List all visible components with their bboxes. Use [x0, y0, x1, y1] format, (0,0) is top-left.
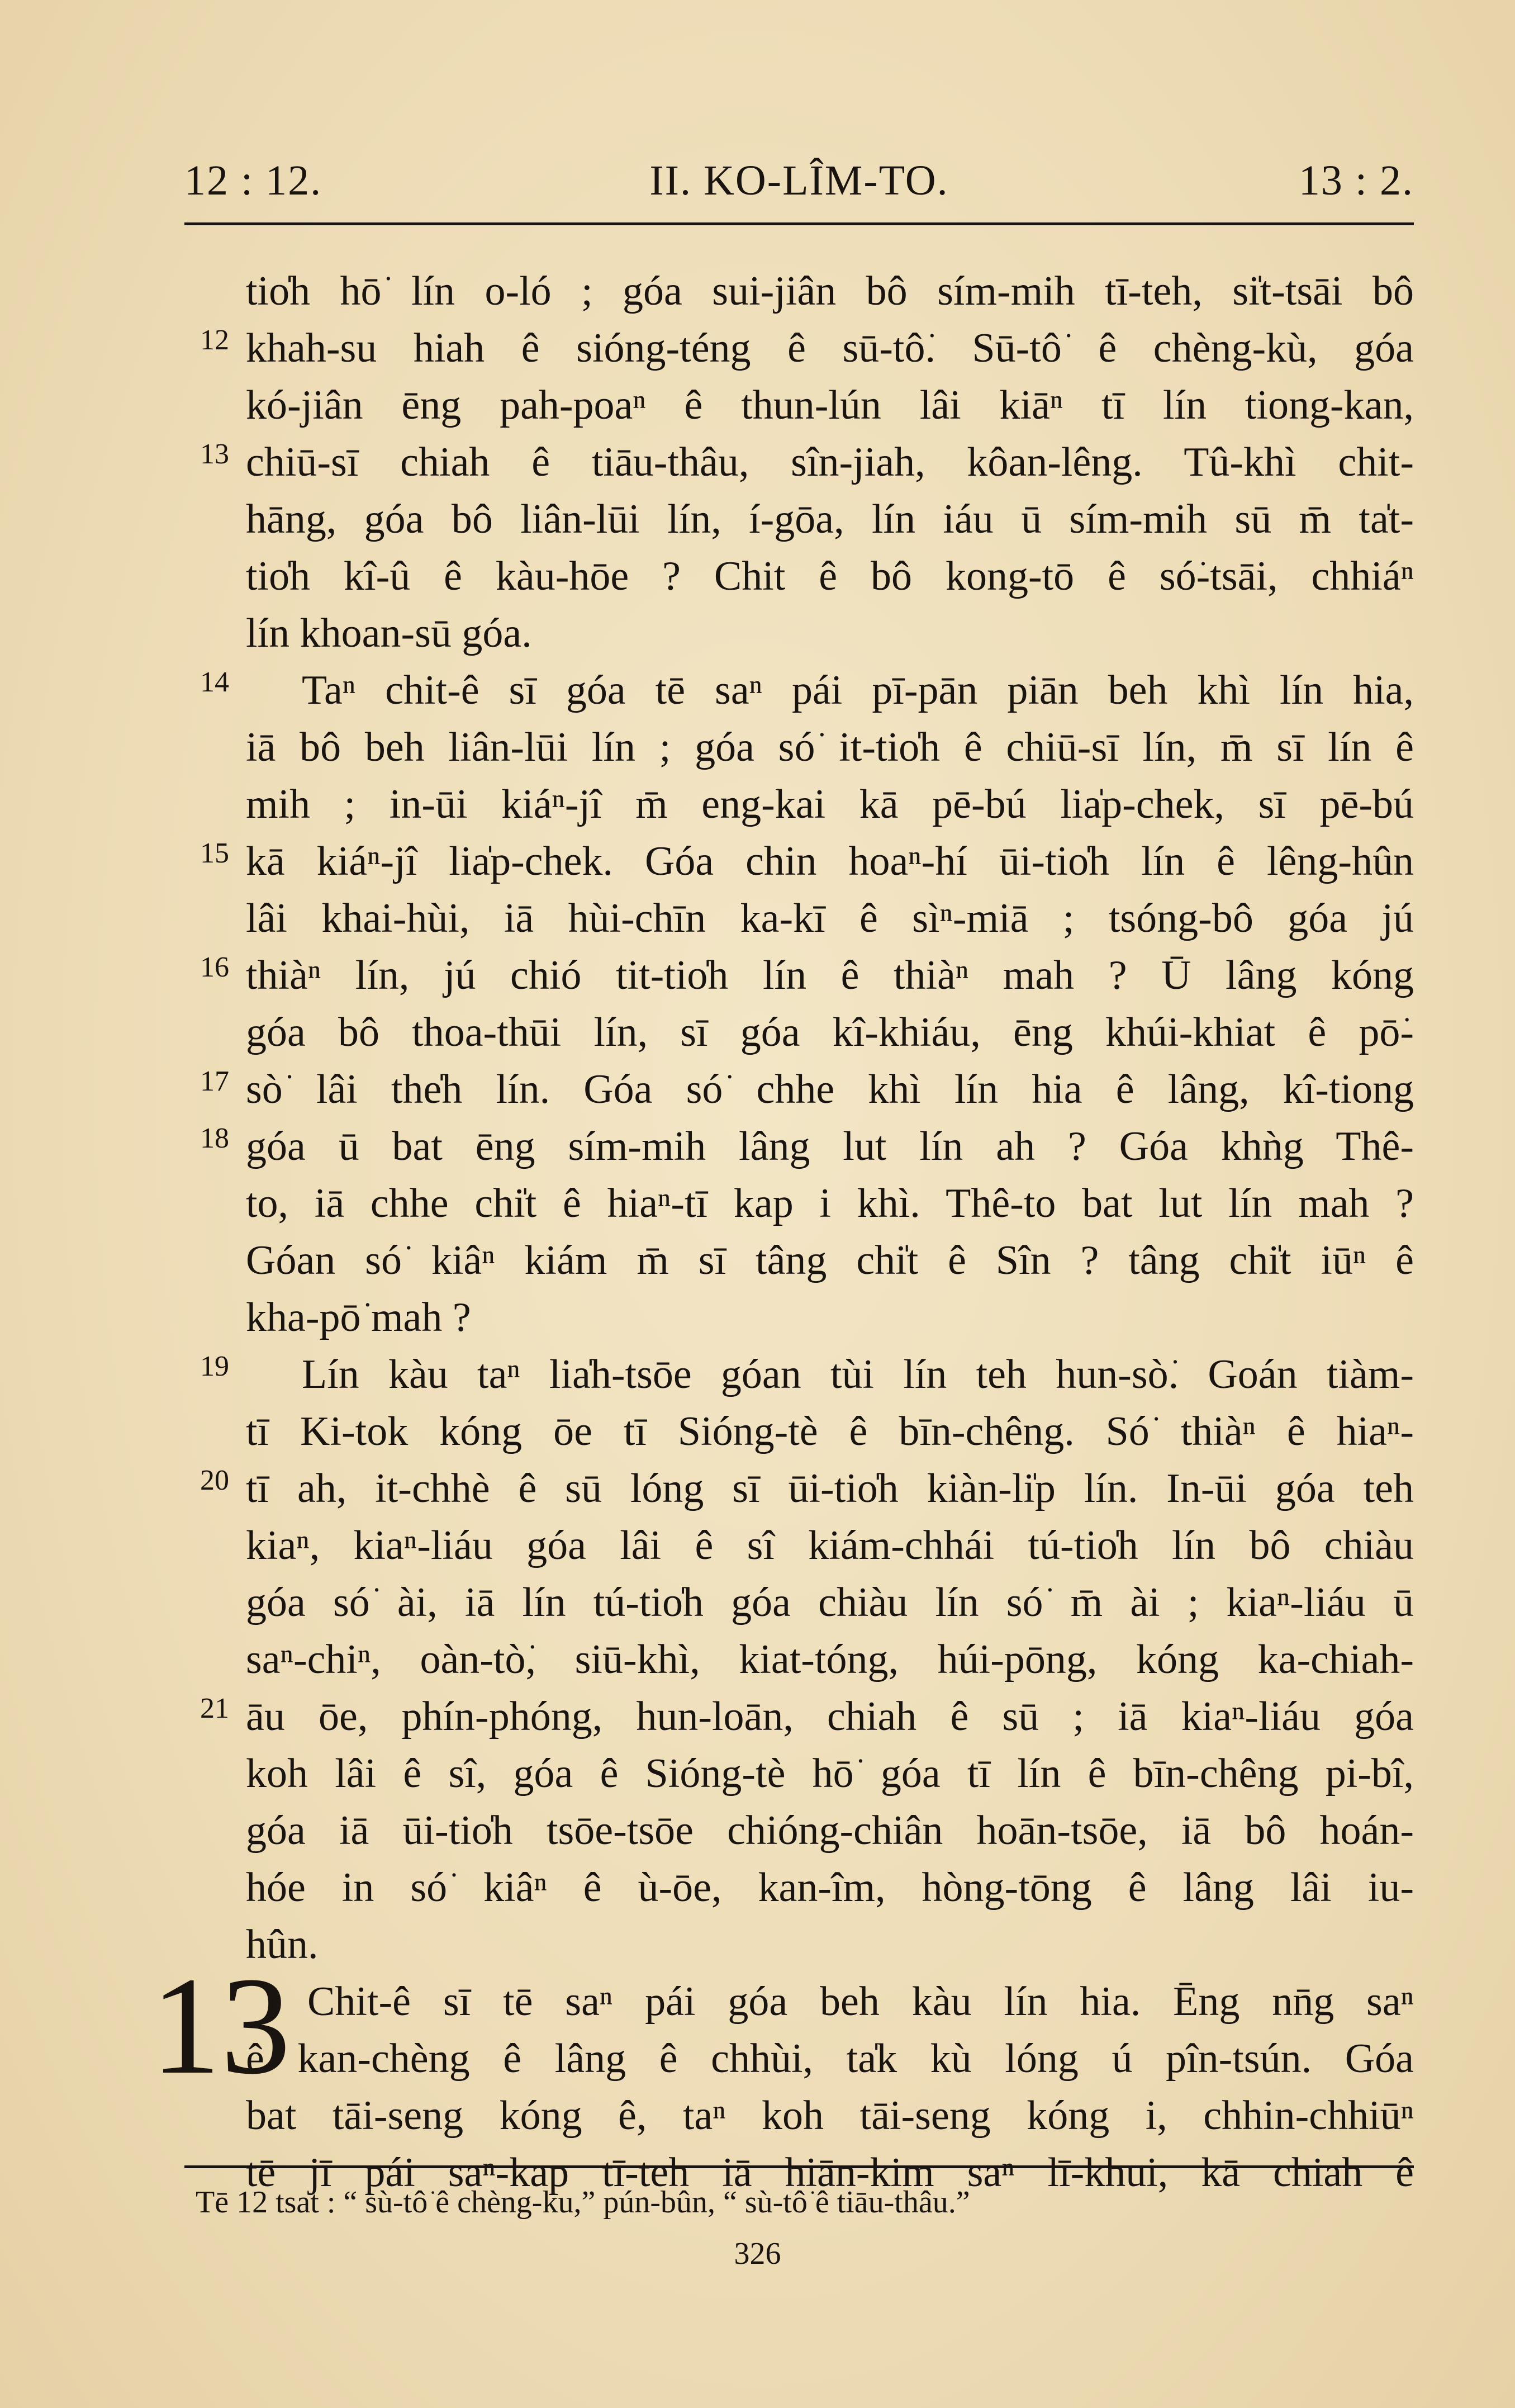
line-text: kha-pō͘ mah ? [246, 1295, 471, 1340]
line-text: mih ; in-ūi kiáⁿ-jî m̄ eng-kai kā pē-bú lia̍p-chek, sī pē-bú [246, 781, 1414, 827]
line-text: góa só͘ ài, iā lín tú-tio̍h góa chiàu lín só͘ m̄ ài ; kiaⁿ-liáu ū [246, 1580, 1414, 1625]
footnote-rule [184, 2165, 1414, 2168]
line-text: hóe in só͘ kiâⁿ ê ù-ōe, kan-îm, hòng-tōng ê lâng lâi iu- [246, 1865, 1414, 1911]
text-line [246, 1175, 1414, 1232]
header-right-reference: 13 : 2. [1298, 157, 1414, 204]
verse-number: 21 [200, 1693, 229, 1724]
line-text: lín khoan-sū góa. [246, 610, 532, 656]
line-text: Taⁿ chit-ê sī góa tē saⁿ pái pī-pān piān beh khì lín hia, [302, 667, 1414, 713]
text-line [246, 2087, 1414, 2144]
verse-number: 15 [200, 837, 229, 869]
text-line [246, 1232, 1414, 1289]
line-text: ê kan-chèng ê lâng ê chhùi, ta̍k kù lóng ú pîn-tsún. Góa [246, 2036, 1414, 2082]
header-rule [184, 222, 1414, 225]
line-text: Lín kàu taⁿ lia̍h-tsōe góan tùi lín teh hun-sò͘. Goán tiàm- [302, 1352, 1414, 1397]
text-line [246, 776, 1414, 833]
verse-number: 14 [200, 666, 229, 698]
line-text: tī ah, it-chhè ê sū lóng sī ūi-tio̍h kiàn-li̍p lín. In-ūi góa teh [246, 1466, 1414, 1511]
chapter-number: 13 [151, 1949, 291, 2103]
text-line [246, 1289, 1414, 1346]
verse-number: 16 [200, 951, 229, 983]
verse-number: 20 [200, 1464, 229, 1496]
line-text: tī Ki-tok kóng ōe tī Sióng-tè ê bīn-chêng. Só͘ thiàⁿ ê hiaⁿ- [246, 1409, 1414, 1454]
text-line [246, 890, 1414, 947]
line-text: kiaⁿ, kiaⁿ-liáu góa lâi ê sî kiám-chhái tú-tio̍h lín bô chiàu [246, 1523, 1414, 1568]
line-text: saⁿ-chiⁿ, oàn-tò͘, siū-khì, kiat-tóng, húi-pōng, kóng ka-chiah- [246, 1637, 1414, 1682]
line-text: tio̍h kî-û ê kàu-hōe ? Chit ê bô kong-tō ê só͘-tsāi, chhiáⁿ [246, 553, 1414, 599]
text-line [246, 491, 1414, 548]
text-line [246, 1004, 1414, 1061]
text-line [246, 1574, 1414, 1631]
line-text: góa bô thoa-thūi lín, sī góa kî-khiáu, ēng khúi-khiat ê pō͘- [246, 1009, 1414, 1055]
line-text: Chit-ê sī tē saⁿ pái góa beh kàu lín hia. Ēng nn̄g saⁿ [307, 1979, 1414, 2025]
verse-number: 19 [200, 1350, 229, 1382]
text-line [200, 1460, 1414, 1517]
verse-number: 12 [200, 324, 229, 356]
text-line [246, 548, 1414, 605]
text-line [246, 1859, 1414, 1916]
text-line [246, 1745, 1414, 1802]
header-left-reference: 12 : 12. [184, 157, 322, 204]
text-line [200, 1688, 1414, 1745]
line-text: chiū-sī chiah ê tiāu-thâu, sîn-jiah, kôan-lêng. Tû-khì chit- [246, 439, 1414, 485]
line-text: kā kiáⁿ-jî lia̍p-chek. Góa chin hoaⁿ-hí ūi-tio̍h lín ê lêng-hûn [246, 838, 1414, 884]
line-text: kó-jiân ēng pah-poaⁿ ê thun-lún lâi kiāⁿ tī lín tiong-kan, [246, 382, 1414, 428]
text-line [246, 1631, 1414, 1688]
line-text: iā bô beh liân-lūi lín ; góa só͘ it-tio̍h ê chiū-sī lín, m̄ sī lín ê [246, 724, 1414, 770]
header-book-title: II. KO-LÎM-TO. [649, 157, 949, 204]
text-line [200, 1346, 1414, 1403]
text-line [246, 377, 1414, 434]
line-text: hûn. [246, 1922, 319, 1968]
line-text: sò͘ lâi the̍h lín. Góa só͘ chhe khì lín hia ê lâng, kî-tiong [246, 1066, 1414, 1112]
verse-number: 18 [200, 1122, 229, 1154]
line-text: to, iā chhe chi̍t ê hiaⁿ-tī kap i khì. Thê-to bat lut lín mah ? [246, 1181, 1414, 1226]
text-line [246, 1802, 1414, 1859]
footnote: Tē 12 tsat : “ sù-tô͘ ê chèng-ku,” pún-bûn, “ sù-tô͘ ê tiāu-thâu.” [196, 2185, 970, 2220]
line-text: tio̍h hō͘ lín o-ló ; góa sui-jiân bô sím-mih tī-teh, si̍t-tsāi bô [246, 268, 1414, 314]
text-line [246, 263, 1414, 320]
line-text: thiàⁿ lín, jú chió tit-tio̍h lín ê thiàⁿ mah ? Ū lâng kóng [246, 952, 1414, 998]
line-text: lâi khai-hùi, iā hùi-chīn ka-kī ê sìⁿ-miā ; tsóng-bô góa jú [246, 895, 1414, 941]
text-line [246, 719, 1414, 776]
line-text: khah-su hiah ê sióng-téng ê sū-tô͘. Sū-tô͘ ê chèng-kù, góa [246, 325, 1414, 371]
text-line [246, 1916, 1414, 1973]
line-text: Góan só͘ kiâⁿ kiám m̄ sī tâng chi̍t ê Sîn ? tâng chi̍t iūⁿ ê [246, 1238, 1414, 1283]
text-line [200, 833, 1414, 890]
page-number: 326 [734, 2236, 781, 2271]
running-header [184, 157, 1414, 218]
text-line [200, 434, 1414, 491]
line-text: bat tāi-seng kóng ê, taⁿ koh tāi-seng kóng i, chhin-chhiūⁿ [246, 2093, 1414, 2139]
text-line [200, 1061, 1414, 1118]
line-text: āu ōe, phín-phóng, hun-loān, chiah ê sū ; iā kiaⁿ-liáu góa [246, 1694, 1414, 1739]
verse-number: 17 [200, 1065, 229, 1097]
line-text: hāng, góa bô liân-lūi lín, í-gōa, lín iáu ū sím-mih sū m̄ ta̍t- [246, 496, 1414, 542]
line-text: koh lâi ê sî, góa ê Sióng-tè hō͘ góa tī lín ê bīn-chêng pi-bî, [246, 1751, 1414, 1796]
line-text: tē jī pái saⁿ-kap tī-teh iā hiān-kim saⁿ lī-khui, kā chiah ê [246, 2150, 1414, 2196]
verse-number: 13 [200, 438, 229, 470]
text-body [151, 263, 1414, 2201]
line-text: góa ū bat ēng sím-mih lâng lut lín ah ? Góa khǹg Thê- [246, 1124, 1414, 1169]
text-line [246, 1517, 1414, 1574]
text-line [246, 1403, 1414, 1460]
text-line [200, 320, 1414, 377]
text-line [200, 947, 1414, 1004]
line-text: góa iā ūi-tio̍h tsōe-tsōe chióng-chiân hoān-tsōe, iā bô hoán- [246, 1808, 1414, 1854]
text-line [246, 605, 1414, 662]
text-line [200, 662, 1414, 719]
text-line [246, 2030, 1414, 2087]
text-line [200, 1118, 1414, 1175]
